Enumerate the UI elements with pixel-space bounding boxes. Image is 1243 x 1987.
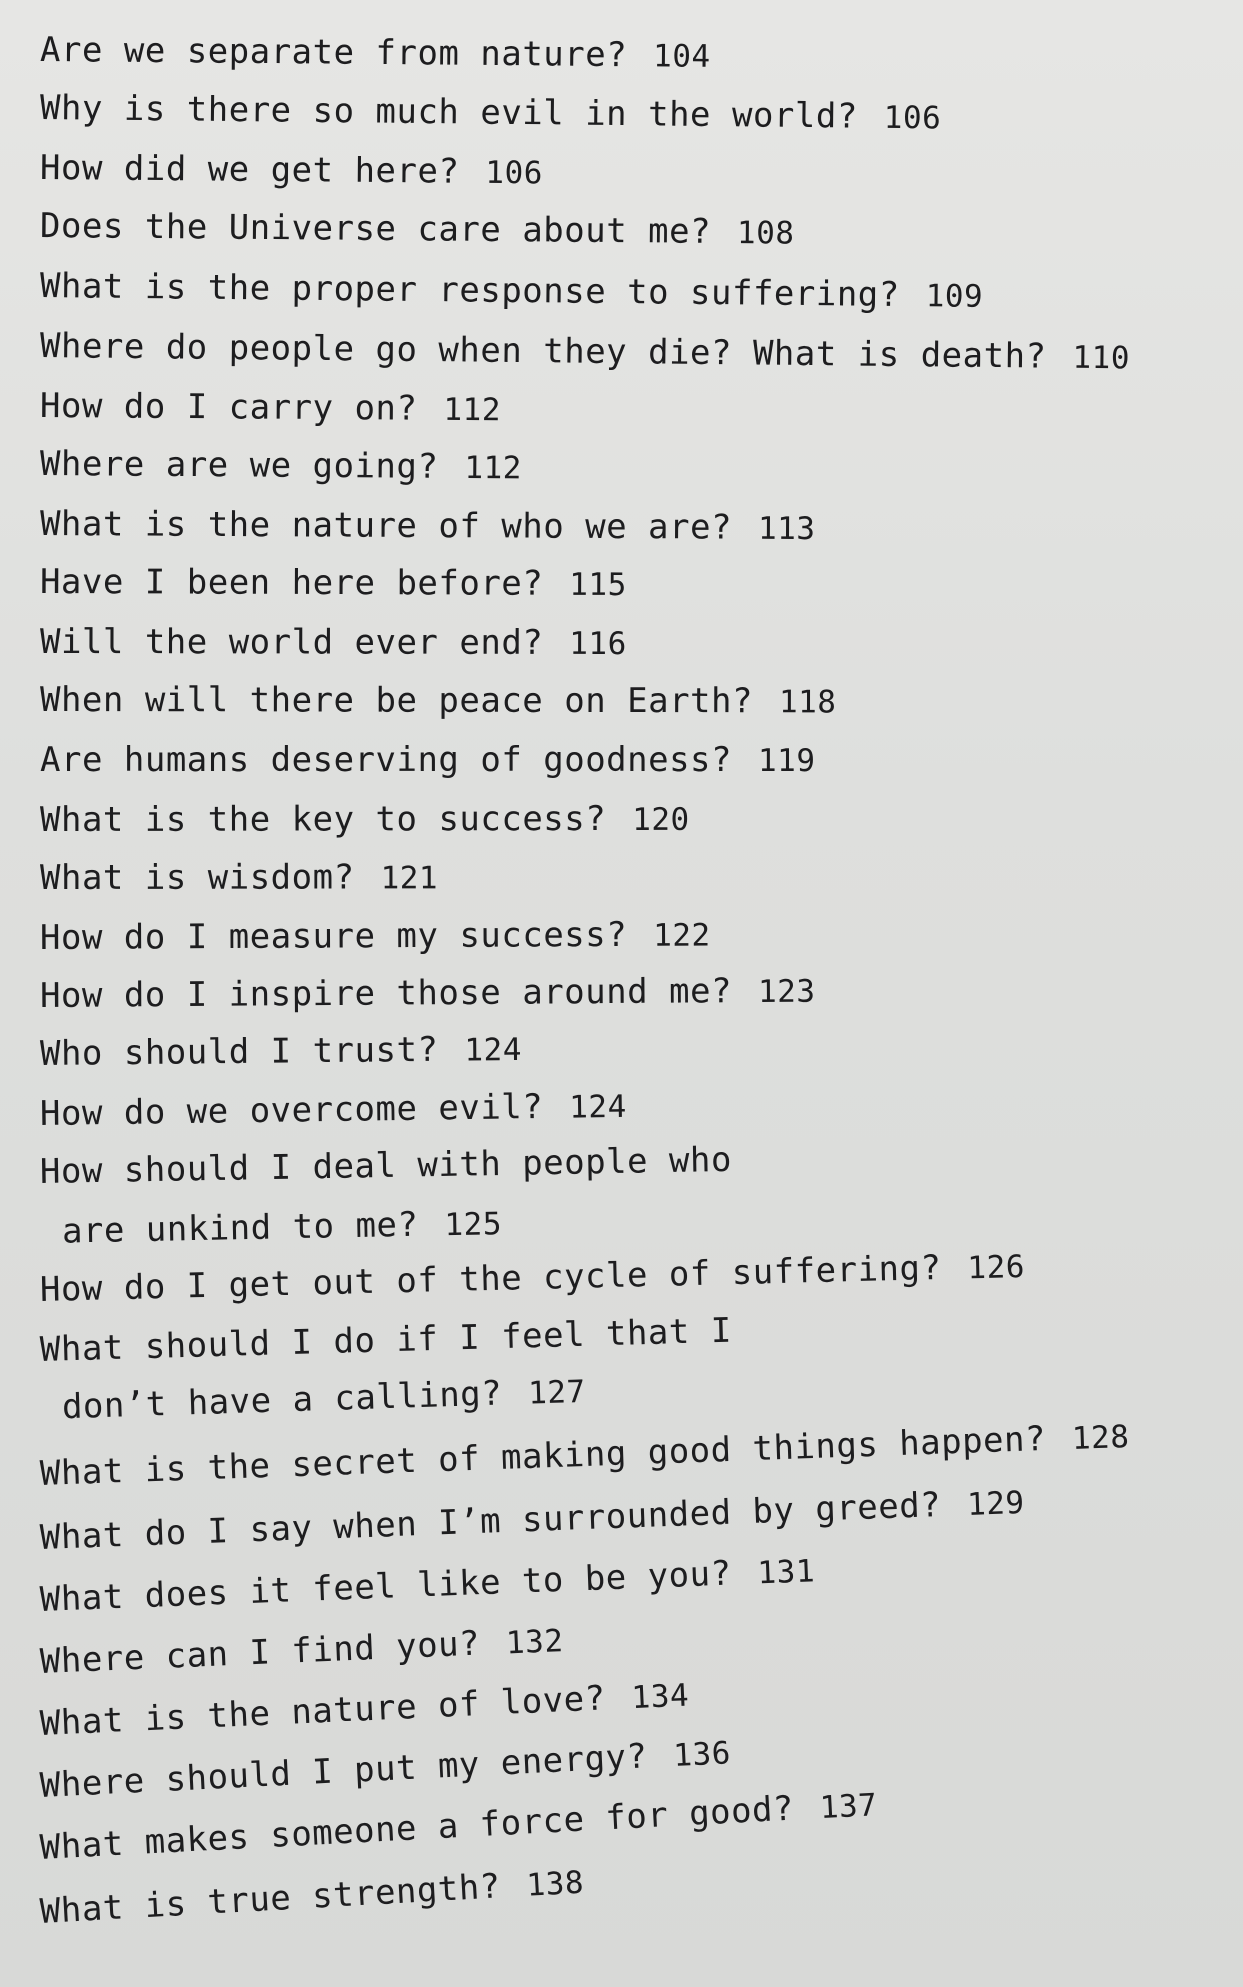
entry-question: How should I deal with people who — [39, 1139, 733, 1192]
entry-page-number: 138 — [525, 1864, 586, 1904]
entry-page-number: 106 — [883, 99, 942, 137]
entry-page-number: 129 — [966, 1484, 1026, 1523]
toc-entry — [39, 1862, 585, 1933]
toc-entry — [39, 1482, 1025, 1559]
entry-question: Where are we going? — [39, 444, 439, 487]
entry-page-number: 122 — [653, 917, 711, 954]
toc-entry — [40, 914, 711, 959]
toc-entry — [40, 148, 543, 193]
entry-page-number — [758, 1142, 759, 1178]
toc-entry-continuation — [39, 1371, 586, 1429]
entry-question: How did we get here? — [39, 148, 460, 192]
entry-page-number: 124 — [568, 1088, 627, 1126]
entry-question: Have I been here before? — [39, 562, 544, 604]
entry-page-number: 116 — [569, 625, 627, 663]
entry-page-number: 108 — [736, 215, 795, 252]
entry-question: What is the key to success? — [39, 799, 607, 840]
toc-entry — [40, 30, 711, 77]
toc-entry — [40, 622, 627, 664]
entry-page-number: 113 — [757, 510, 816, 548]
entry-page-number: 119 — [758, 743, 816, 779]
entry-question: What is wisdom? — [39, 857, 355, 898]
entry-page-number: 134 — [630, 1677, 690, 1717]
toc-entry — [39, 1246, 1025, 1311]
toc-entry — [40, 971, 816, 1017]
toc-entry — [40, 386, 501, 430]
toc-entry — [40, 562, 627, 605]
entry-question: What should I do if I feel that I — [39, 1310, 733, 1370]
entry-question: Where can I find you? — [39, 1623, 481, 1682]
entry-page-number: 104 — [652, 38, 711, 75]
entry-page-number: 126 — [966, 1248, 1026, 1287]
toc-entry — [40, 680, 837, 722]
entry-page-number: 110 — [1072, 339, 1131, 377]
entry-page-number — [757, 1313, 758, 1349]
toc-entry — [39, 1732, 732, 1807]
entry-question: What is the proper response to suffering? — [39, 266, 900, 316]
entry-question: How do I carry on? — [39, 386, 418, 429]
toc-entry — [39, 1675, 690, 1745]
entry-page-number: 136 — [672, 1735, 732, 1775]
entry-question: Where do people go when they die? What is death? — [39, 326, 1047, 377]
entry-question: What does it feel like to be you? — [39, 1553, 733, 1620]
entry-question: Who should I trust? — [39, 1029, 439, 1074]
entry-question: Why is there so much evil in the world? — [39, 88, 858, 137]
entry-page-number: 120 — [632, 801, 690, 838]
toc-entry — [40, 206, 795, 254]
entry-page-number: 124 — [464, 1031, 523, 1069]
entry-page-number: 118 — [778, 684, 837, 721]
entry-page-number: 123 — [757, 973, 816, 1010]
toc-entry — [39, 1550, 816, 1621]
entry-question: What is true strength? — [38, 1866, 502, 1932]
entry-question: are unkind to me? — [61, 1204, 419, 1252]
toc-entry — [40, 1029, 522, 1075]
entry-question: What do I say when I’m surrounded by greed? — [39, 1484, 942, 1558]
toc-entry — [39, 1620, 564, 1683]
entry-question: Are humans deserving of goodness? — [40, 740, 733, 780]
entry-page-number: 127 — [527, 1373, 587, 1412]
entry-question: How do we overcome evil? — [39, 1086, 544, 1134]
toc-entry — [40, 857, 438, 899]
entry-question: Are we separate from nature? — [39, 30, 628, 76]
entry-page-number: 125 — [444, 1206, 503, 1244]
entry-question: What is the secret of making good things happen? — [39, 1418, 1047, 1494]
entry-question: How do I inspire those around me? — [39, 971, 733, 1016]
entry-question: What is the nature of love? — [39, 1678, 607, 1744]
toc-entry — [39, 1310, 758, 1371]
toc-entry-continuation — [40, 1203, 503, 1253]
entry-page-number: 109 — [925, 278, 984, 315]
entry-question: How do I measure my success? — [39, 914, 628, 958]
entry-page-number: 112 — [464, 449, 523, 487]
toc-entry — [40, 88, 942, 138]
entry-question: Will the world ever end? — [39, 622, 544, 663]
entry-page-number: 128 — [1071, 1418, 1131, 1457]
entry-page-number: 132 — [505, 1623, 565, 1662]
entry-page-number: 115 — [569, 566, 627, 604]
toc-entry — [40, 740, 816, 781]
toc-entry — [40, 444, 522, 488]
entry-page-number: 137 — [818, 1787, 879, 1827]
entry-question: What makes someone a force for good? — [38, 1788, 795, 1868]
entry-question: How do I get out of the cycle of suffering? — [39, 1247, 942, 1310]
toc-entry — [40, 1086, 627, 1135]
toc-entry — [40, 504, 816, 549]
entry-question: Where should I put my energy? — [38, 1736, 649, 1806]
entry-page-number: 106 — [485, 154, 544, 192]
toc-entry — [40, 326, 1130, 378]
toc-entry — [40, 1139, 759, 1193]
entry-question: Does the Universe care about me? — [39, 206, 712, 252]
entry-question: don’t have a calling? — [61, 1373, 503, 1428]
entry-question: When will there be peace on Earth? — [39, 680, 754, 722]
entry-page-number: 121 — [380, 860, 439, 897]
entry-question: What is the nature of who we are? — [39, 504, 733, 548]
toc-entry — [40, 266, 984, 317]
toc-entry — [40, 799, 690, 841]
entry-page-number: 112 — [443, 391, 502, 429]
entry-page-number: 131 — [756, 1553, 816, 1592]
